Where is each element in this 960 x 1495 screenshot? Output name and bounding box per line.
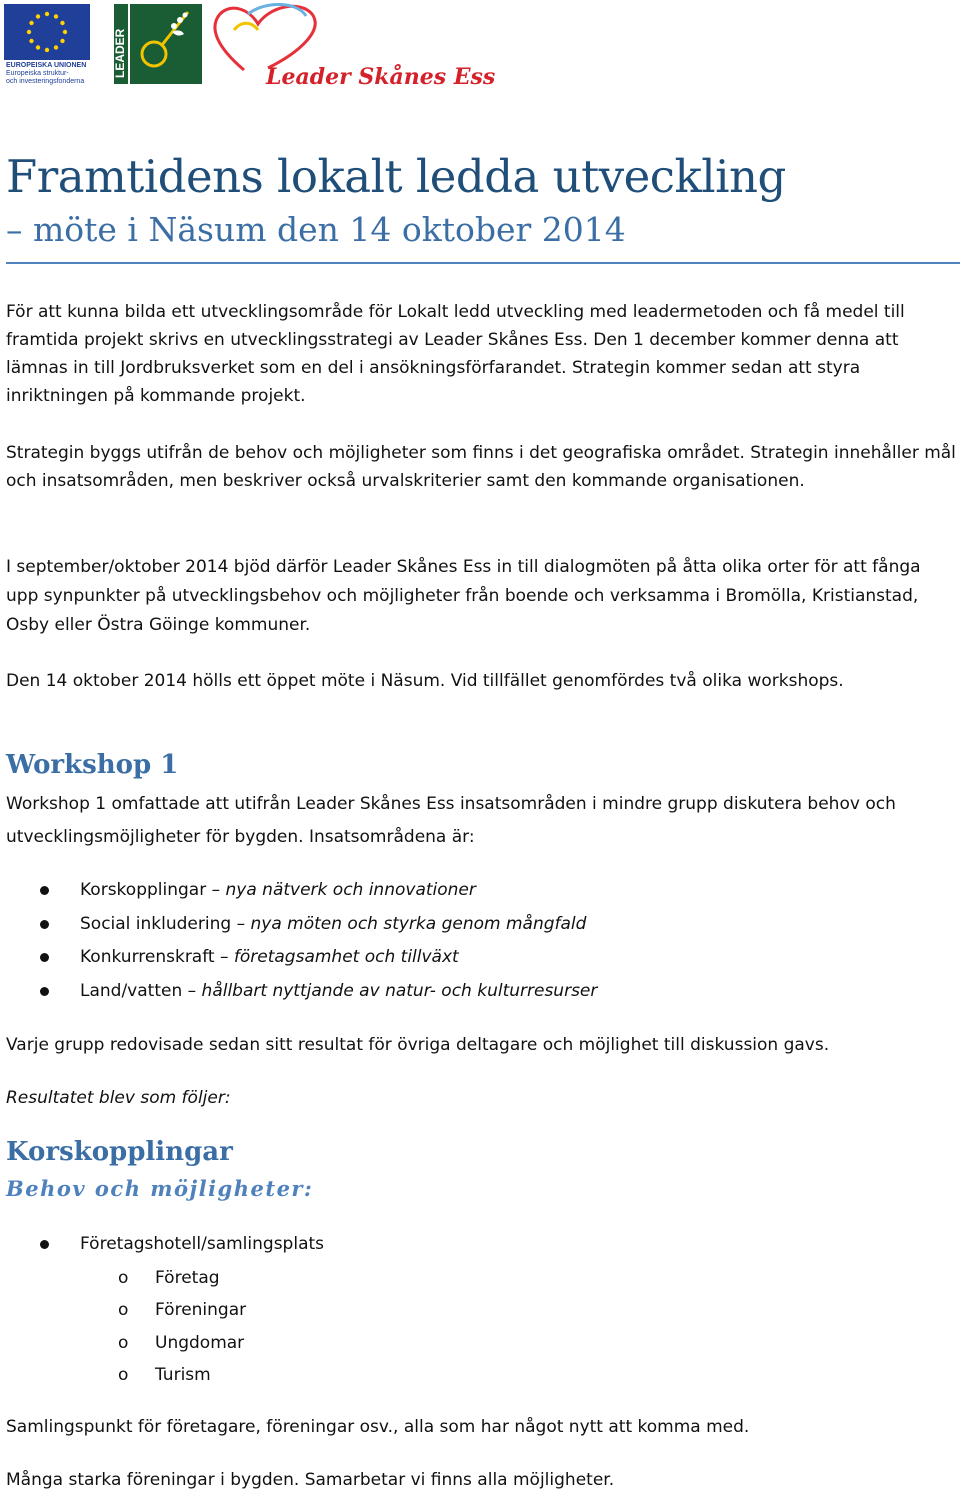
- focus-area-description: företagsamhet och tillväxt: [233, 947, 459, 967]
- sub-list-item: [0, 1359, 960, 1392]
- needs-list: [0, 1228, 960, 1392]
- focus-area-name: Land/vatten: [80, 980, 183, 1001]
- sub-bullet-icon: o: [118, 1267, 129, 1288]
- section-subheading: Behov och möjligheter:: [6, 1176, 314, 1201]
- focus-area-description: nya nätverk och innovationer: [225, 880, 476, 900]
- note-paragraph: Många starka föreningar i bygden. Samarbetar vi finns alla möjligheter.: [6, 1470, 615, 1490]
- section-heading: Korskopplingar: [6, 1137, 233, 1167]
- page-subtitle: – möte i Näsum den 14 oktober 2014: [6, 210, 626, 249]
- sub-bullet-icon: o: [118, 1365, 129, 1385]
- sub-bullet-icon: o: [118, 1300, 129, 1320]
- focus-area-dash: –: [231, 913, 251, 934]
- workshop-heading: Workshop 1: [6, 750, 179, 780]
- intro-paragraph: För att kunna bilda ett utvecklingsområde för Lokalt ledd utveckling med leadermetoden och få medel till framtida projekt skrivs en utvecklingsstrategi av Leader Skånes Ess. Den 1 december kommer denna att lämnas in till Jordbruksverket som en del i ansökningsförfarandet. Strategin kommer sedan att styra inriktningen på kommande projekt.: [6, 302, 905, 406]
- focus-area-name: Social inkludering: [80, 913, 232, 934]
- list-item: [0, 908, 960, 942]
- list-item-text: Företagshotell/samlingsplats: [80, 1234, 325, 1254]
- bullet-icon: [40, 886, 49, 895]
- focus-area-name: Konkurrenskraft: [80, 947, 215, 967]
- leader-logo-icon: [114, 4, 202, 84]
- sub-list-item: [0, 1294, 960, 1327]
- focus-area-dash: –: [182, 980, 202, 1001]
- bullet-icon: [40, 987, 49, 996]
- intro-paragraph: Strategin byggs utifrån de behov och möjligheter som finns i det geografiska området. Strategin innehåller mål och insatsområden, men beskriver också urvalskriterier samt den kommande organisationen.: [6, 443, 956, 491]
- bullet-icon: [40, 953, 49, 962]
- page-title: Framtidens lokalt ledda utveckling: [6, 150, 786, 203]
- workshop-summary: Varje grupp redovisade sedan sitt resultat för övriga deltagare och möjlighet till diskussion gavs.: [6, 1035, 830, 1055]
- heart-logo-icon: [208, 0, 498, 90]
- eu-logo: [4, 4, 90, 84]
- sub-list-item-text: Ungdomar: [155, 1332, 245, 1353]
- sub-list-item-text: Företag: [155, 1267, 220, 1288]
- intro-paragraph: Den 14 oktober 2014 hölls ett öppet möte i Näsum. Vid tillfället genomfördes två olika workshops.: [6, 671, 844, 691]
- bullet-icon: [40, 920, 49, 929]
- focus-area-dash: –: [206, 880, 226, 900]
- eu-logo-line: Europeiska struktur-: [6, 70, 69, 77]
- list-item: [0, 1228, 960, 1262]
- focus-area-dash: –: [214, 947, 234, 967]
- sub-list-item: [0, 1327, 960, 1360]
- leader-logo-text: LEADER: [114, 28, 127, 78]
- sub-list-item: [0, 1262, 960, 1295]
- sub-list-item-text: Föreningar: [155, 1300, 247, 1320]
- result-intro: Resultatet blev som följer:: [6, 1088, 231, 1108]
- eu-logo-text: [6, 62, 90, 86]
- list-item: [0, 975, 960, 1009]
- focus-area-description: nya möten och styrka genom mångfald: [250, 913, 587, 934]
- list-item: [0, 874, 960, 908]
- list-item: [0, 941, 960, 975]
- sub-list-item-text: Turism: [155, 1365, 211, 1385]
- eu-logo-line: EUROPEISKA UNIONEN: [6, 62, 87, 69]
- focus-area-list: [0, 874, 960, 1008]
- eu-logo-line: och investeringsfonderna: [6, 78, 85, 85]
- focus-area-name: Korskopplingar: [80, 880, 207, 900]
- bullet-icon: [40, 1240, 49, 1249]
- workshop-description: Workshop 1 omfattade att utifrån Leader Skånes Ess insatsområden i mindre grupp diskutera behov och utvecklingsmöjligheter för bygden. Insatsområdena är:: [6, 794, 896, 847]
- eu-flag-icon: [4, 4, 90, 60]
- note-paragraph: Samlingspunkt för företagare, föreningar osv., alla som har något nytt att komma med.: [6, 1417, 750, 1437]
- heart-logo-text: Leader Skånes Ess: [266, 64, 496, 90]
- sub-bullet-icon: o: [118, 1332, 129, 1353]
- intro-paragraph: I september/oktober 2014 bjöd därför Leader Skånes Ess in till dialogmöten på åtta olika orter för att fånga upp synpunkter på utvecklingsbehov och möjligheter från boende och verksamma i Bromölla, Kristianstad, Osby eller Östra Göinge kommuner.: [6, 557, 921, 635]
- focus-area-description: hållbart nyttjande av natur- och kulturresurser: [201, 980, 598, 1001]
- title-divider: [6, 262, 960, 264]
